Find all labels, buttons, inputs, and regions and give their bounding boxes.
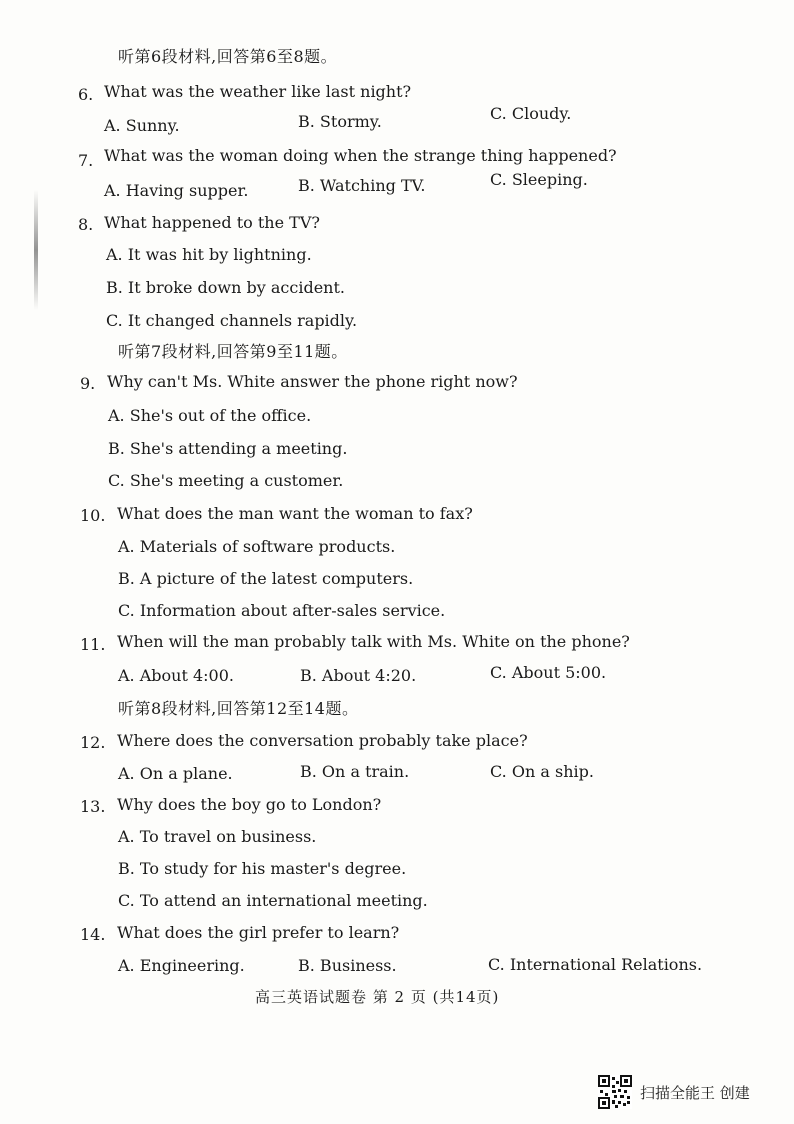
question-text: What was the weather like last night?	[104, 82, 412, 101]
option-a[interactable]: A. Materials of software products.	[118, 537, 396, 556]
option-a[interactable]: A. On a plane.	[118, 764, 233, 783]
option-b[interactable]: B. About 4:20.	[300, 666, 417, 685]
question-text: Why does the boy go to London?	[117, 795, 382, 814]
section-heading: 听第8段材料,回答第12至14题。	[118, 699, 359, 718]
question-number: 11.	[80, 635, 106, 654]
option-c[interactable]: C. About 5:00.	[490, 663, 607, 682]
question-text: Where does the conversation probably take place?	[117, 731, 528, 750]
option-c[interactable]: C. It changed channels rapidly.	[106, 311, 358, 330]
option-b[interactable]: B. She's attending a meeting.	[108, 439, 348, 458]
option-a[interactable]: A. Sunny.	[104, 116, 180, 135]
question-text: Why can't Ms. White answer the phone right now?	[107, 372, 518, 391]
option-a[interactable]: A. Having supper.	[104, 181, 249, 200]
question-text: What does the girl prefer to learn?	[117, 923, 400, 942]
option-a[interactable]: A. She's out of the office.	[108, 406, 312, 425]
option-b[interactable]: B. Business.	[298, 956, 397, 975]
question-text: When will the man probably talk with Ms. White on the phone?	[117, 632, 630, 651]
question-number: 13.	[80, 797, 106, 816]
question-number: 7.	[78, 151, 94, 170]
section-heading: 听第7段材料,回答第9至11题。	[118, 342, 348, 361]
option-c[interactable]: C. She's meeting a customer.	[108, 471, 344, 490]
option-b[interactable]: B. On a train.	[300, 762, 410, 781]
qr-code-icon	[598, 1075, 632, 1109]
section-heading: 听第6段材料,回答第6至8题。	[118, 47, 338, 66]
option-b[interactable]: B. Watching TV.	[298, 176, 426, 195]
option-a[interactable]: A. About 4:00.	[118, 666, 234, 685]
option-a[interactable]: A. To travel on business.	[118, 827, 317, 846]
question-number: 8.	[78, 215, 94, 234]
option-c[interactable]: C. Information about after-sales service.	[118, 601, 446, 620]
question-number: 14.	[80, 925, 106, 944]
option-b[interactable]: B. To study for his master's degree.	[118, 859, 407, 878]
question-number: 9.	[80, 374, 96, 393]
option-a[interactable]: A. It was hit by lightning.	[106, 245, 312, 264]
option-b[interactable]: B. A picture of the latest computers.	[118, 569, 414, 588]
question-number: 10.	[80, 506, 106, 525]
option-c[interactable]: C. To attend an international meeting.	[118, 891, 428, 910]
option-c[interactable]: C. Sleeping.	[490, 170, 588, 189]
option-b[interactable]: B. Stormy.	[298, 112, 382, 131]
option-c[interactable]: C. Cloudy.	[490, 104, 572, 123]
question-number: 12.	[80, 733, 106, 752]
question-number: 6.	[78, 85, 94, 104]
option-c[interactable]: C. International Relations.	[488, 955, 703, 974]
scanner-watermark: 扫描全能王 创建	[640, 1084, 750, 1102]
page-footer: 高三英语试题卷 第 2 页 (共14页)	[255, 988, 500, 1006]
option-a[interactable]: A. Engineering.	[118, 956, 245, 975]
option-b[interactable]: B. It broke down by accident.	[106, 278, 345, 297]
question-text: What does the man want the woman to fax?	[117, 504, 473, 523]
question-text: What happened to the TV?	[104, 213, 320, 232]
scan-edge-mark	[34, 190, 38, 310]
question-text: What was the woman doing when the strange thing happened?	[104, 146, 617, 165]
option-c[interactable]: C. On a ship.	[490, 762, 594, 781]
